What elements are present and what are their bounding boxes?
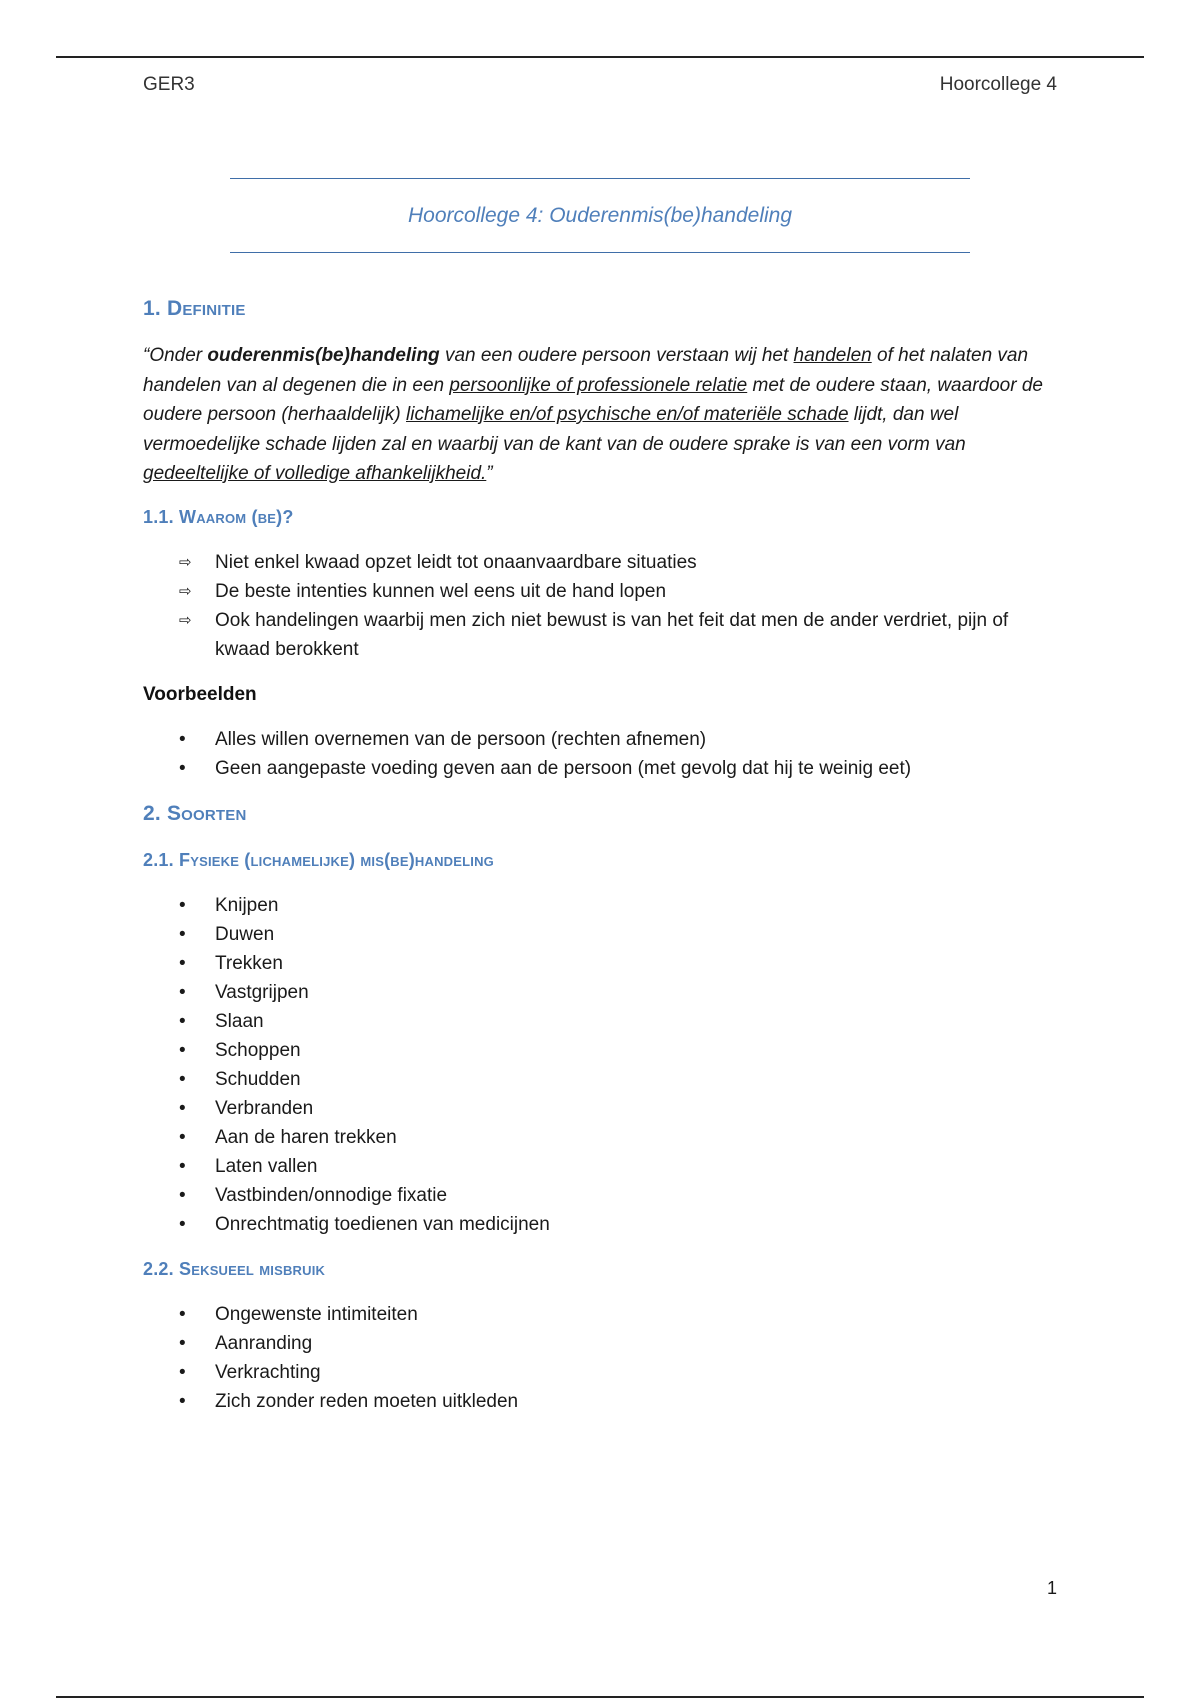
list-item: ⇨ Ook handelingen waarbij men zich niet bewust is van het feit dat men de ander verdriet, pijn of kwaad berokkent: [143, 606, 1057, 664]
heading-definitie: 1. Definitie: [143, 297, 246, 320]
title-rule-bottom: [230, 252, 970, 253]
definition-paragraph: [143, 341, 1057, 489]
list-item: • Schudden: [143, 1065, 1057, 1094]
document-body: [143, 294, 1057, 1432]
def-text-4: met de oudere staan, waardoor de oudere persoon (herhaaldelijk): [143, 374, 1043, 425]
list-item: • Schoppen: [143, 1036, 1057, 1065]
bullet-icon: •: [179, 757, 186, 779]
def-underline-3: lichamelijke en/of psychische en/of materiële schade: [406, 404, 849, 425]
bullet-icon: •: [179, 1390, 186, 1412]
footer-rule: [56, 1696, 1144, 1698]
bullet-icon: •: [179, 923, 186, 945]
bullet-icon: •: [179, 1126, 186, 1148]
heading-fysieke: 2.1. Fysieke (lichamelijke) mis(be)handeling: [143, 849, 494, 870]
heading-waarom: 1.1. Waarom (be)?: [143, 506, 294, 527]
bullet-icon: •: [179, 894, 186, 916]
bullet-icon: •: [179, 1361, 186, 1383]
fysiek-list: [143, 891, 1057, 1239]
bullet-icon: •: [179, 1184, 186, 1206]
bullet-icon: •: [179, 981, 186, 1003]
bullet-icon: •: [179, 728, 186, 750]
bullet-icon: •: [179, 1097, 186, 1119]
page-number: 1: [1046, 1578, 1057, 1598]
list-item: • Laten vallen: [143, 1152, 1057, 1181]
list-item: • Slaan: [143, 1007, 1057, 1036]
bullet-icon: •: [179, 1303, 186, 1325]
bullet-icon: •: [179, 952, 186, 974]
list-item: • Vastbinden/onnodige fixatie: [143, 1181, 1057, 1210]
heading-soorten: 2. Soorten: [143, 801, 247, 825]
def-text-6: ”: [486, 463, 493, 484]
list-item: • Alles willen overnemen van de persoon (rechten afnemen): [143, 725, 1057, 754]
def-text-1: “Onder: [143, 345, 208, 366]
list-item: • Onrechtmatig toedienen van medicijnen: [143, 1210, 1057, 1239]
def-text-5: lijdt, dan wel vermoedelijke schade lijden zal en waarbij van de kant van de oudere sprake is van een vorm van: [143, 404, 966, 455]
list-item: • Zich zonder reden moeten uitkleden: [143, 1387, 1057, 1416]
bullet-icon: •: [179, 1332, 186, 1354]
bullet-icon: •: [179, 1039, 186, 1061]
def-text-2: van een oudere persoon verstaan wij het: [439, 345, 794, 366]
document-title: Hoorcollege 4: Ouderenmis(be)handeling: [407, 204, 793, 227]
list-item: ⇨ Niet enkel kwaad opzet leidt tot onaanvaardbare situaties: [143, 548, 1057, 577]
heading-voorbeelden: Voorbeelden: [143, 683, 257, 705]
bullet-icon: •: [179, 1010, 186, 1032]
voorbeelden-list: [143, 725, 1057, 783]
list-item: • Verkrachting: [143, 1358, 1057, 1387]
def-underline-1: handelen: [793, 345, 872, 366]
def-text-3: of het nalaten van handelen van al degenen die in een: [143, 345, 1029, 396]
title-block: [230, 178, 970, 253]
seksueel-list: [143, 1300, 1057, 1416]
header-right: Hoorcollege 4: [939, 74, 1057, 95]
arrow-icon: ⇨: [179, 582, 192, 600]
header-rule: [56, 56, 1144, 58]
def-underline-2: persoonlijke of professionele relatie: [449, 374, 748, 396]
list-item: • Geen aangepaste voeding geven aan de persoon (met gevolg dat hij te weinig eet): [143, 754, 1057, 783]
list-item: • Trekken: [143, 949, 1057, 978]
def-bold-term: ouderenmis(be)handeling: [207, 345, 440, 366]
header-left: GER3: [143, 74, 195, 95]
bullet-icon: •: [179, 1068, 186, 1090]
arrow-icon: ⇨: [179, 611, 192, 629]
list-item: • Duwen: [143, 920, 1057, 949]
def-underline-4: gedeeltelijke of volledige afhankelijkheid.: [143, 463, 487, 484]
list-item: • Aan de haren trekken: [143, 1123, 1057, 1152]
list-item: • Knijpen: [143, 891, 1057, 920]
bullet-icon: •: [179, 1213, 186, 1235]
waarom-list: [143, 548, 1057, 664]
bullet-icon: •: [179, 1155, 186, 1177]
list-item: • Verbranden: [143, 1094, 1057, 1123]
list-item: • Aanranding: [143, 1329, 1057, 1358]
list-item: • Ongewenste intimiteiten: [143, 1300, 1057, 1329]
heading-seksueel: 2.2. Seksueel misbruik: [143, 1258, 326, 1279]
list-item: • Vastgrijpen: [143, 978, 1057, 1007]
arrow-icon: ⇨: [179, 553, 192, 571]
list-item: ⇨ De beste intenties kunnen wel eens uit de hand lopen: [143, 577, 1057, 606]
